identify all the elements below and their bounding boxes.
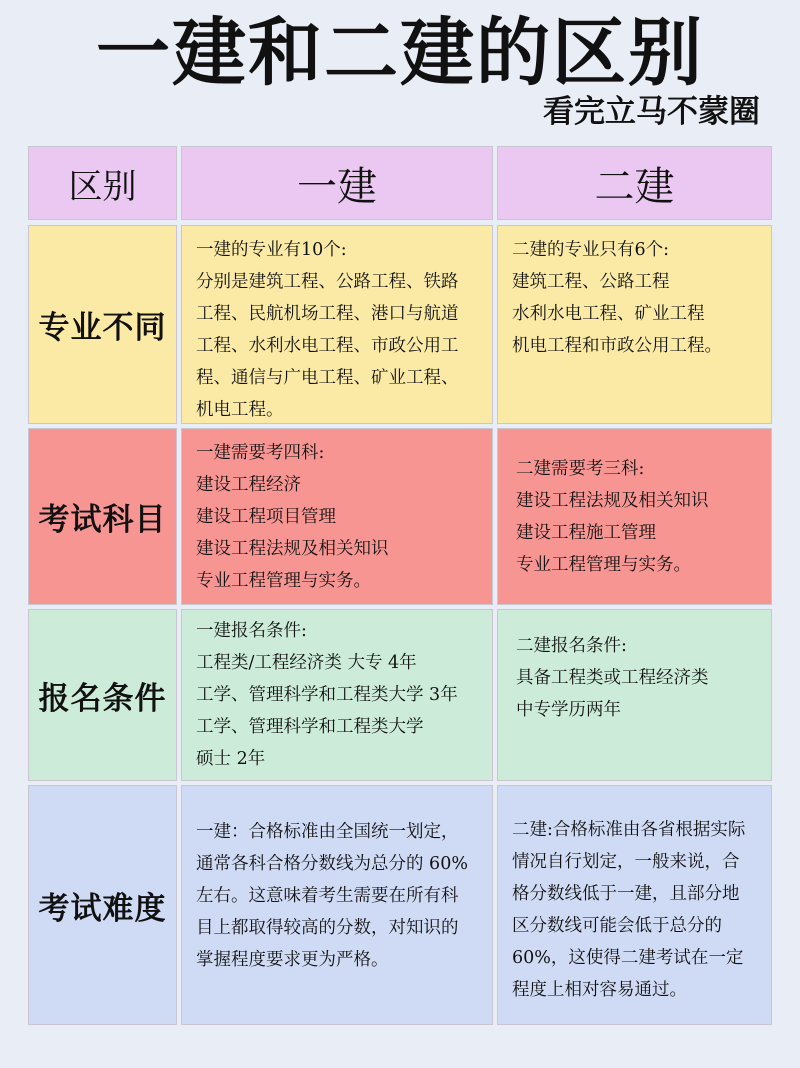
content-line: 工程、水利水电工程、市政公用工 — [196, 336, 459, 356]
content-line: 工学、管理科学和工程类大学 3年 — [196, 685, 458, 705]
content-line: 一建的专业有10个: — [196, 240, 347, 260]
row-label-cell — [28, 225, 177, 424]
content-line: 目上都取得较高的分数，对知识的 — [196, 918, 459, 938]
row-erjian-cell — [497, 609, 772, 781]
content-line: 二建报名条件: — [516, 636, 627, 656]
content-line: 具备工程类或工程经济类 — [516, 668, 709, 688]
content-line: 专业工程管理与实务。 — [196, 570, 371, 591]
content-line: 水利水电工程、矿业工程 — [512, 304, 705, 324]
content-line: 60%，这使得二建考试在一定 — [512, 948, 744, 968]
row-label: 考试科目 — [38, 502, 167, 538]
page-title: 一建和二建的区别 — [96, 10, 704, 96]
header-cell-erjian — [497, 146, 772, 220]
content-line: 建设工程项目管理 — [196, 506, 336, 527]
content-line: 硕士 2年 — [196, 749, 266, 769]
row-label: 考试难度 — [38, 890, 167, 927]
row-label-cell — [28, 785, 177, 1025]
content-line: 工程、民航机场工程、港口与航道 — [196, 304, 459, 324]
content-line: 区分数线可能会低于总分的 — [512, 916, 722, 936]
row-yijian-cell — [181, 225, 493, 424]
content-line: 一建需要考四科: — [196, 442, 325, 463]
row-yijian-cell — [181, 428, 493, 605]
content-line: 建设工程法规及相关知识 — [196, 538, 389, 559]
content-line: 建设工程施工管理 — [516, 522, 656, 543]
content-line: 工学、管理科学和工程类大学 — [196, 717, 424, 737]
content-line: 二建:合格标准由各省根据实际 — [512, 820, 746, 840]
content-line: 建设工程法规及相关知识 — [516, 490, 709, 511]
content-line: 建设工程经济 — [196, 474, 301, 495]
content-line: 中专学历两年 — [516, 700, 621, 720]
row-label: 报名条件 — [38, 680, 167, 717]
content-line: 二建需要考三科: — [516, 458, 645, 479]
row-label-cell — [28, 609, 177, 781]
content-line: 一建报名条件: — [196, 621, 307, 641]
header-label-text: 区别 — [68, 166, 137, 207]
content-line: 左右。这意味着考生需要在所有科 — [196, 886, 459, 906]
row-yijian-cell — [181, 785, 493, 1025]
header-cell-label — [28, 146, 177, 220]
header-cell-yijian — [181, 146, 493, 220]
content-line: 格分数线低于一建，且部分地 — [512, 884, 740, 904]
content-line: 通常各科合格分数线为总分的 60% — [196, 854, 468, 874]
content-line: 专业工程管理与实务。 — [516, 554, 691, 575]
content-line: 程度上相对容易通过。 — [512, 980, 687, 1000]
header-erjian-text: 二建 — [594, 163, 675, 210]
content-line: 机电工程和市政公用工程。 — [512, 336, 722, 356]
row-label-cell — [28, 428, 177, 605]
row-erjian-cell — [497, 785, 772, 1025]
page-subtitle: 看完立马不蒙圈 — [543, 94, 760, 130]
row-yijian-cell — [181, 609, 493, 781]
content-line: 情况自行划定，一般来说，合 — [512, 852, 740, 872]
content-line: 一建：合格标准由全国统一划定， — [196, 822, 459, 842]
row-erjian-cell — [497, 428, 772, 605]
content-line: 分别是建筑工程、公路工程、铁路 — [196, 272, 459, 292]
content-line: 工程类/工程经济类 大专 4年 — [196, 653, 417, 673]
row-label: 专业不同 — [38, 310, 167, 346]
content-line: 建筑工程、公路工程 — [512, 272, 670, 292]
content-line: 程、通信与广电工程、矿业工程、 — [196, 368, 459, 388]
content-line: 机电工程。 — [196, 400, 284, 420]
content-line: 掌握程度要求更为严格。 — [196, 950, 389, 970]
content-line: 二建的专业只有6个: — [512, 240, 670, 260]
row-erjian-cell — [497, 225, 772, 424]
header-yijian-text: 一建 — [297, 163, 377, 210]
